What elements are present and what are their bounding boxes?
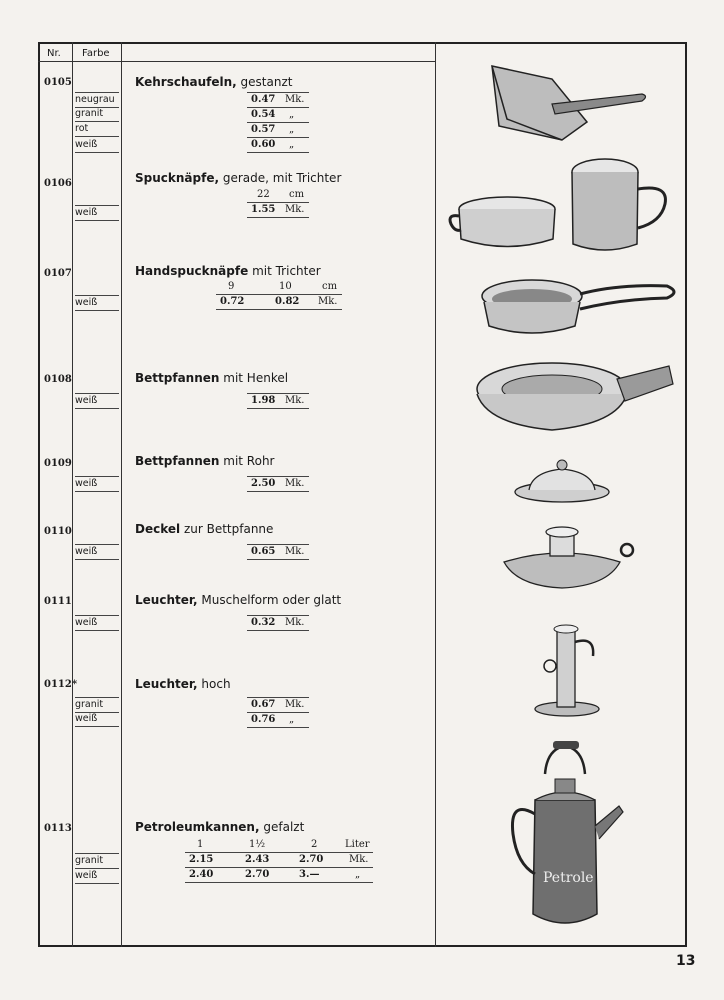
dustpan-illustration	[492, 66, 646, 140]
item-number: 0113	[44, 823, 72, 834]
size-row	[185, 838, 373, 853]
color-cell: weiß	[75, 712, 119, 727]
size-row	[216, 280, 342, 295]
price: 1.98	[251, 395, 276, 406]
item-name: Leuchter,	[135, 593, 198, 607]
price: 1.55	[251, 204, 276, 215]
size: 22	[257, 189, 270, 200]
price-row	[216, 295, 342, 310]
item-description: Muschelform oder glatt	[201, 593, 342, 607]
size-row	[247, 188, 309, 203]
ditto-mark: „	[289, 139, 295, 150]
price-unit: Mk.	[285, 617, 305, 628]
petroleum-can-illustration	[512, 741, 623, 923]
price-unit: Mk.	[285, 478, 305, 489]
column-divider-nr	[72, 42, 73, 947]
price-row	[247, 92, 309, 108]
price: 2.43	[245, 854, 270, 865]
color-cell: neugrau	[75, 92, 119, 108]
item-number: 0107	[44, 268, 72, 279]
item-description: mit Trichter	[252, 264, 321, 278]
petroleum-can-label: Petrole	[543, 870, 594, 886]
item-description: gefalzt	[263, 820, 305, 834]
size: 1	[197, 839, 204, 850]
column-divider-farbe	[121, 42, 122, 947]
color-cell: rot	[75, 122, 119, 137]
item-name: Bettpfannen	[135, 454, 220, 468]
item-name: Kehrschaufeln,	[135, 75, 237, 89]
price: 2.40	[189, 869, 214, 880]
price: 0.60	[251, 139, 276, 150]
ditto-mark: „	[355, 869, 361, 880]
price-unit: Mk.	[285, 94, 305, 105]
price-row	[247, 713, 309, 728]
header-farbe: Farbe	[82, 48, 110, 59]
color-cell: weiß	[75, 393, 119, 409]
price: 0.54	[251, 109, 276, 120]
price: 0.57	[251, 124, 276, 135]
page-number: 13	[676, 953, 696, 969]
size: 1½	[249, 839, 266, 850]
price: 0.72	[220, 296, 245, 307]
price-unit: Mk.	[285, 546, 305, 557]
item-name: Handspucknäpfe	[135, 264, 249, 278]
price-row	[247, 697, 309, 713]
price-unit: Mk.	[285, 395, 305, 406]
item-title	[135, 371, 288, 385]
ditto-mark: „	[289, 714, 295, 725]
item-name: Bettpfannen	[135, 371, 220, 385]
price-row	[247, 138, 309, 153]
candlestick-shell-illustration	[504, 527, 633, 588]
item-title	[135, 820, 304, 834]
price: 0.76	[251, 714, 276, 725]
item-title	[135, 454, 275, 468]
price-row	[247, 476, 309, 492]
price-row	[185, 868, 373, 883]
item-description: gerade, mit Trichter	[222, 171, 342, 185]
item-title	[135, 522, 273, 536]
item-title	[135, 593, 341, 607]
color-cell: weiß	[75, 869, 119, 884]
item-number: 0112*	[44, 679, 78, 690]
price-table	[247, 544, 309, 560]
price: 3.—	[299, 869, 320, 880]
item-description: mit Rohr	[223, 454, 275, 468]
item-name: Leuchter,	[135, 677, 198, 691]
price-table	[185, 838, 373, 883]
color-cell: weiß	[75, 295, 119, 311]
price-unit: Mk.	[285, 699, 305, 710]
price: 2.15	[189, 854, 214, 865]
header-nr: Nr.	[47, 48, 61, 59]
item-number: 0110	[44, 526, 72, 537]
hand-spittoon-illustration	[482, 280, 674, 333]
spittoon-high-illustration	[572, 159, 665, 250]
size-unit: cm	[289, 189, 305, 200]
price: 0.82	[275, 296, 300, 307]
price: 0.32	[251, 617, 276, 628]
illustrations-column	[437, 44, 685, 944]
item-number: 0111	[44, 596, 72, 607]
price-row	[247, 123, 309, 138]
price: 0.47	[251, 94, 276, 105]
price-unit: Mk.	[318, 296, 338, 307]
price-unit: Mk.	[349, 854, 369, 865]
item-title	[135, 677, 231, 691]
color-cell: weiß	[75, 615, 119, 631]
price: 2.70	[299, 854, 324, 865]
bedpan-lid-illustration	[515, 460, 609, 502]
item-description: hoch	[201, 677, 231, 691]
price: 2.70	[245, 869, 270, 880]
header-divider	[38, 61, 436, 62]
ditto-mark: „	[289, 109, 295, 120]
spittoon-low-illustration	[450, 197, 555, 247]
price-unit: Mk.	[285, 204, 305, 215]
price-table	[247, 188, 309, 218]
item-name: Petroleumkannen,	[135, 820, 260, 834]
item-title	[135, 171, 341, 185]
price-table	[247, 697, 309, 728]
price-row	[247, 393, 309, 409]
ditto-mark: „	[289, 124, 295, 135]
item-title	[135, 264, 321, 278]
column-divider-illustration	[435, 42, 436, 947]
price-table	[216, 280, 342, 310]
color-cell: weiß	[75, 205, 119, 221]
price: 2.50	[251, 478, 276, 489]
size-unit: Liter	[345, 839, 370, 850]
color-cell: weiß	[75, 544, 119, 560]
color-cell: granit	[75, 107, 119, 122]
price: 0.65	[251, 546, 276, 557]
color-cell: granit	[75, 697, 119, 713]
candlestick-tall-illustration	[535, 625, 599, 716]
item-name: Deckel	[135, 522, 181, 536]
size: 10	[279, 281, 292, 292]
item-number: 0109	[44, 458, 72, 469]
price-row	[247, 108, 309, 123]
price-row	[185, 853, 373, 868]
color-cell: weiß	[75, 476, 119, 492]
price-table	[247, 393, 309, 409]
item-number: 0108	[44, 374, 72, 385]
size-unit: cm	[322, 281, 338, 292]
item-name: Spucknäpfe,	[135, 171, 220, 185]
price: 0.67	[251, 699, 276, 710]
size: 9	[228, 281, 235, 292]
size: 2	[311, 839, 318, 850]
price-row	[247, 615, 309, 631]
item-title	[135, 75, 292, 89]
price-row	[247, 203, 309, 218]
price-table	[247, 615, 309, 631]
price-table	[247, 92, 309, 153]
item-description: mit Henkel	[223, 371, 289, 385]
item-description: zur Bettpfanne	[183, 522, 274, 536]
item-number: 0105	[44, 77, 72, 88]
color-cell: weiß	[75, 138, 119, 153]
color-cell: granit	[75, 853, 119, 869]
price-table	[247, 476, 309, 492]
price-row	[247, 544, 309, 560]
item-number: 0106	[44, 178, 72, 189]
bedpan-handle-illustration	[477, 363, 673, 430]
item-description: gestanzt	[240, 75, 293, 89]
